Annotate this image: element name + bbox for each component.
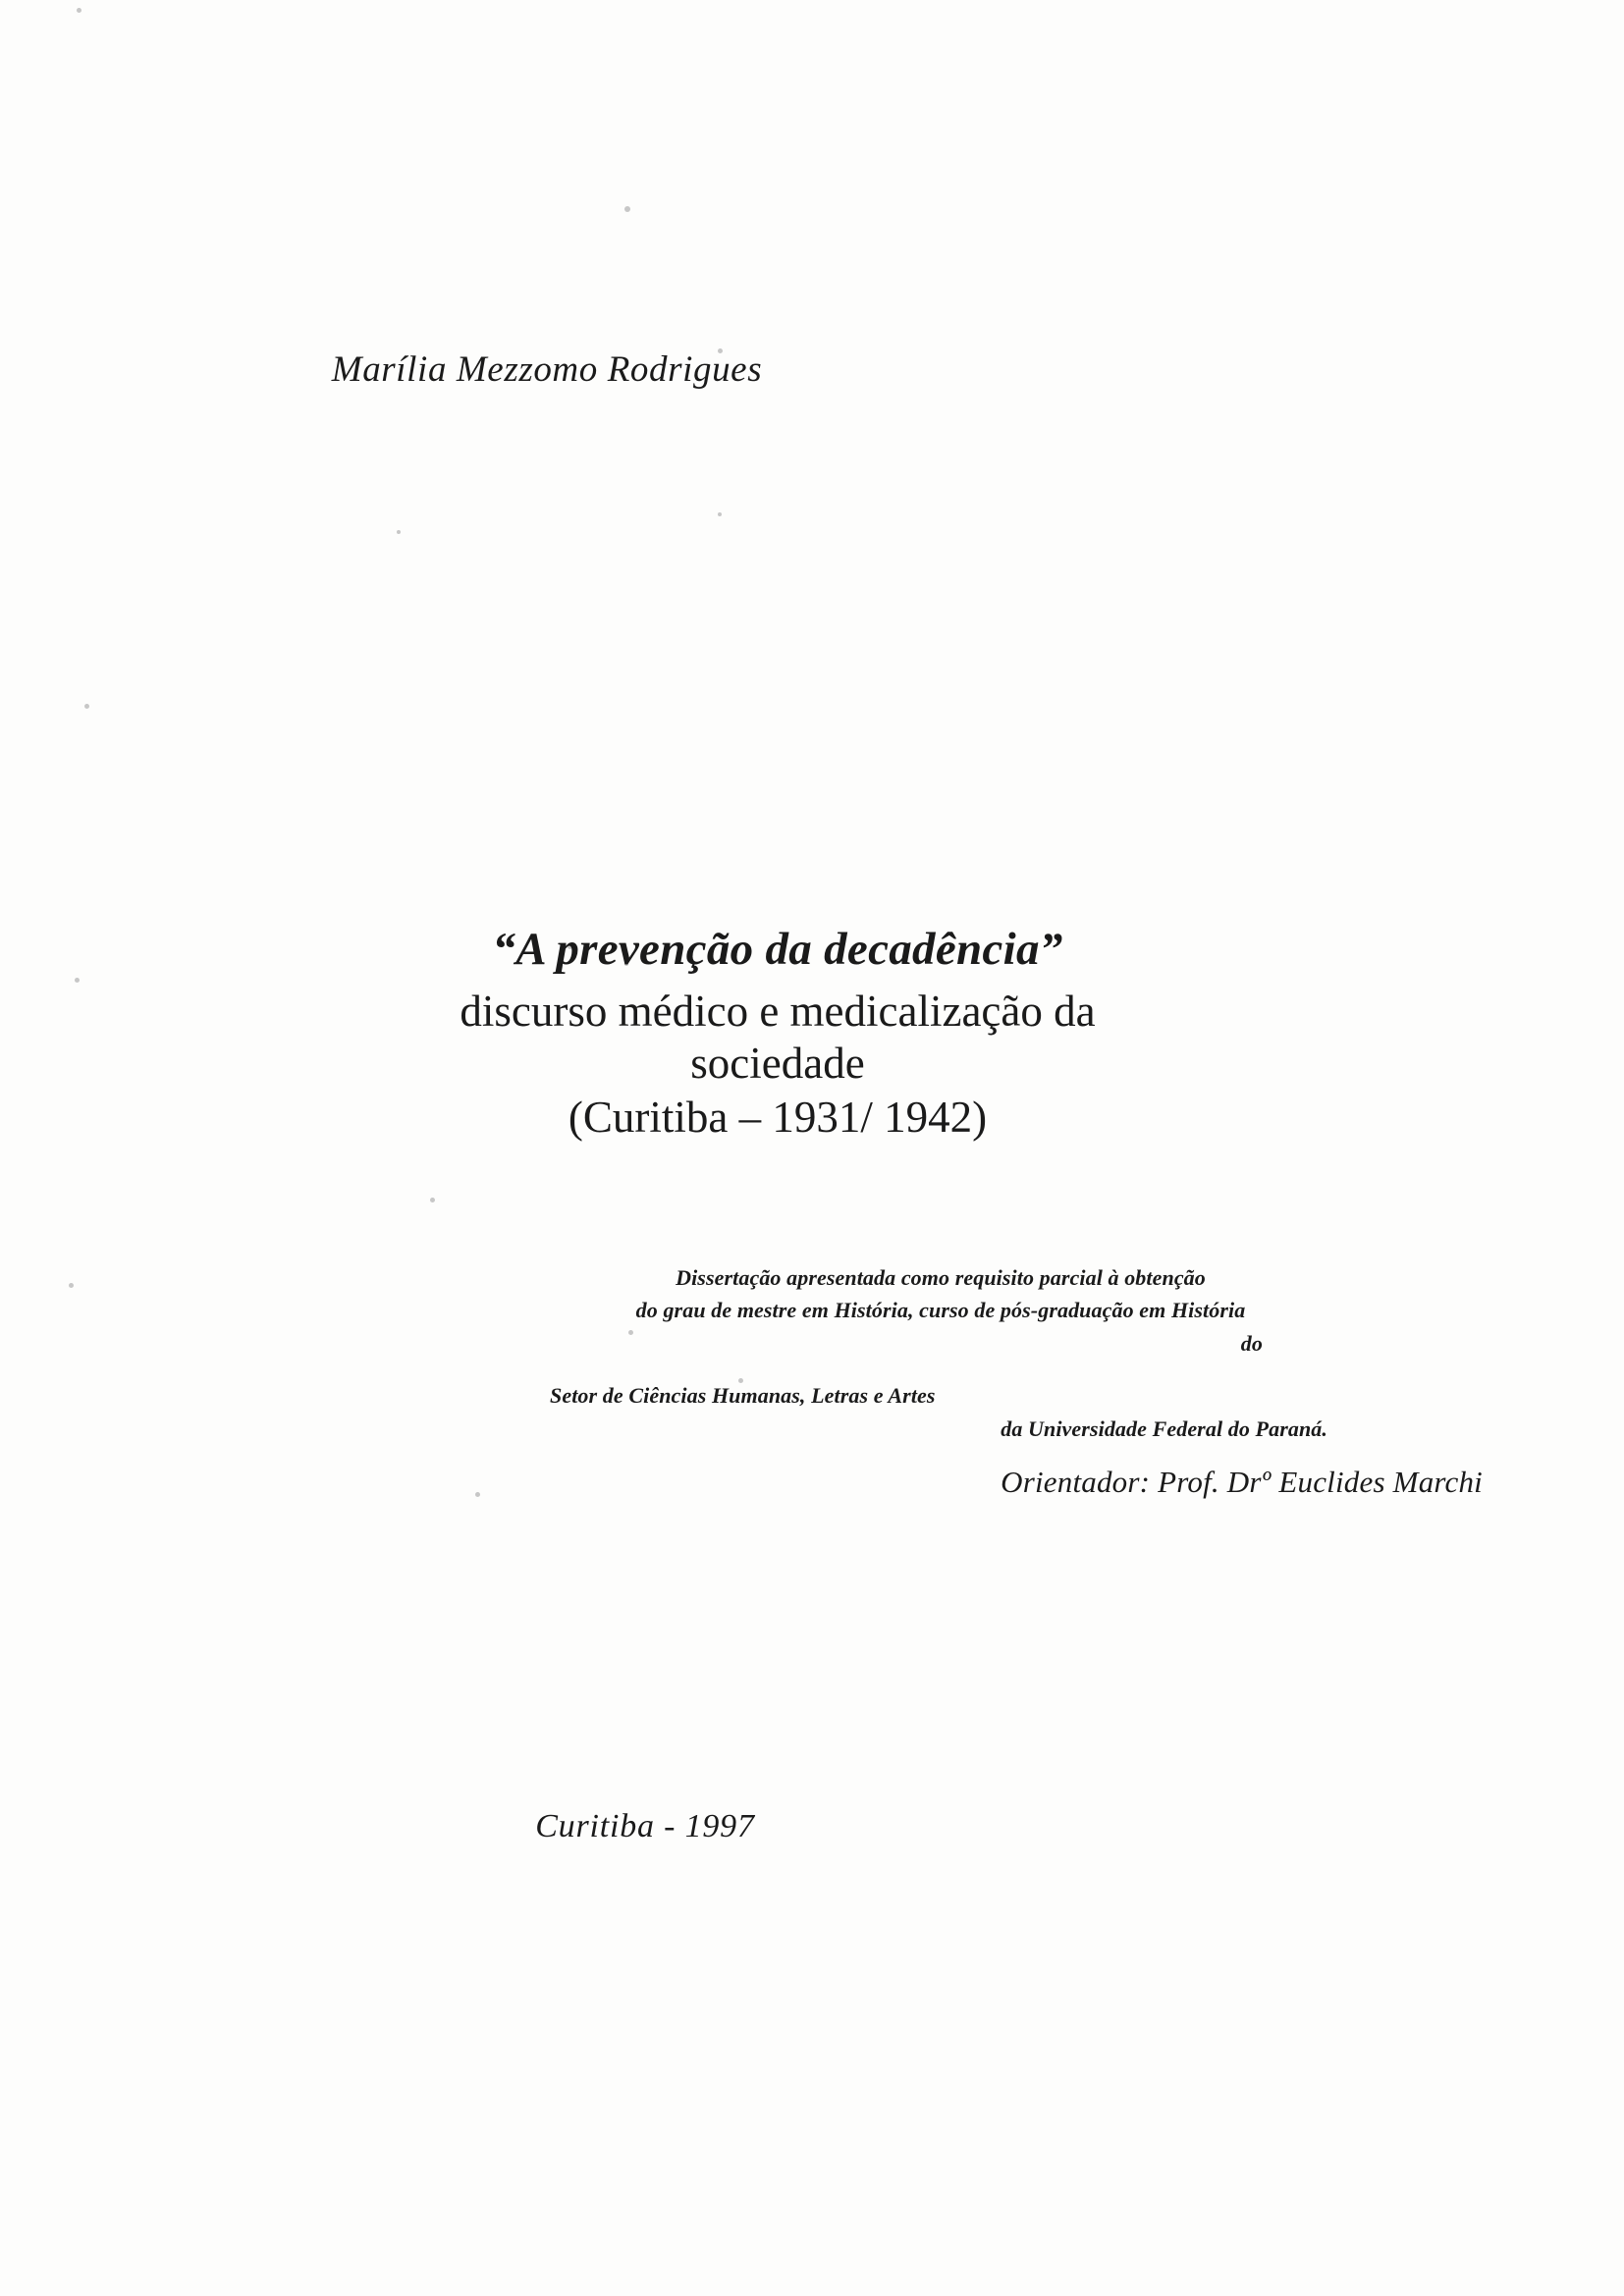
submission-line-4: Setor de Ciências Humanas, Letras e Artes [550,1383,936,1409]
author-name: Marília Mezzomo Rodrigues [331,349,763,390]
title-line-4: (Curitiba – 1931/ 1942) [568,1093,988,1143]
submission-line-1: Dissertação apresentada como requisito parcial à obtenção [676,1265,1206,1290]
scan-speck [430,1198,435,1202]
place-and-year: Curitiba - 1997 [535,1808,755,1844]
submission-line-3: do [1240,1330,1263,1356]
scan-speck [624,206,630,212]
scan-speck [84,704,89,709]
submission-line-5: da Universidade Federal do Paraná. [1001,1415,1327,1441]
submission-line-2: do grau de mestre em História, curso de pós-graduação em História [635,1298,1246,1323]
scan-speck [397,530,401,534]
submission-statement [538,1261,1343,1445]
title-block [0,923,1590,1144]
title-line-1: “A prevenção da decadência” [492,924,1063,975]
title-line-2: discurso médico e medicalização da [460,987,1096,1036]
scan-speck [69,1283,74,1288]
scan-speck [77,8,81,13]
scan-speck [718,512,722,516]
title-line-3: sociedade [690,1039,865,1089]
advisor-line: Orientador: Prof. Drº Euclides Marchi [1001,1465,1483,1499]
